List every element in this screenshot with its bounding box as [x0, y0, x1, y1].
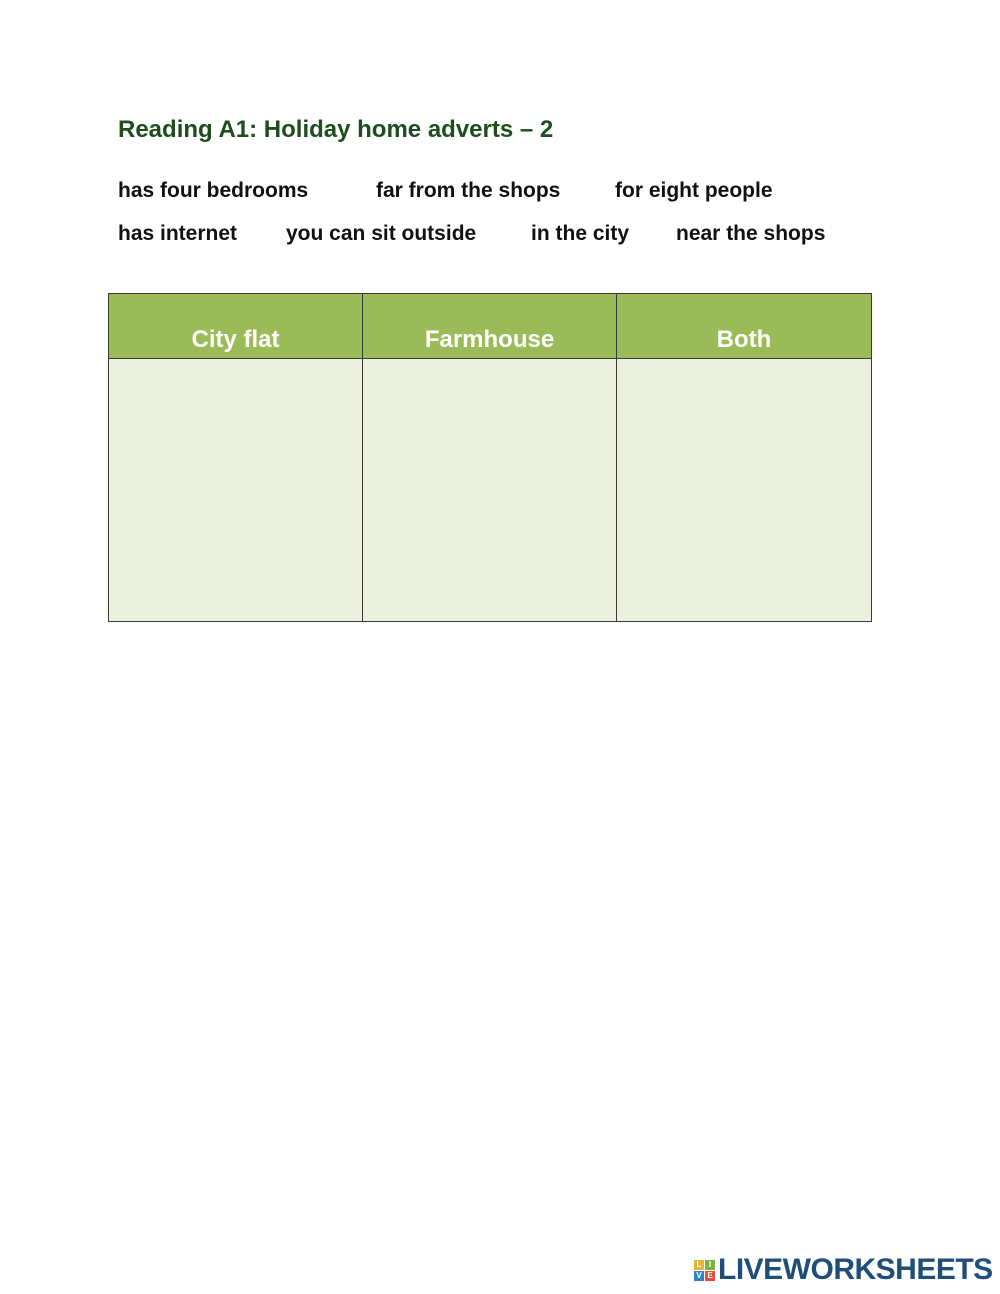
word-bank-item[interactable]: has internet	[118, 222, 238, 245]
word-bank-item[interactable]: in the city	[531, 222, 630, 245]
column-header-both: Both	[617, 294, 871, 359]
column-header-city-flat: City flat	[109, 294, 363, 359]
page-title: Reading A1: Holiday home adverts – 2	[118, 116, 554, 143]
logo-letter: E	[705, 1271, 715, 1281]
liveworksheets-logo	[694, 1255, 993, 1285]
drop-zone-farmhouse[interactable]	[363, 359, 617, 621]
column-header-farmhouse: Farmhouse	[363, 294, 617, 359]
logo-letter: I	[705, 1260, 715, 1270]
word-bank-item[interactable]: near the shops	[676, 222, 826, 245]
logo-icon	[694, 1260, 715, 1281]
word-bank-item[interactable]: for eight people	[615, 179, 773, 202]
drop-zone-both[interactable]	[617, 359, 871, 621]
word-bank-item[interactable]: far from the shops	[376, 179, 561, 202]
word-bank-item[interactable]: has four bedrooms	[118, 179, 309, 202]
drop-zone-city-flat[interactable]	[109, 359, 363, 621]
logo-letter: V	[694, 1271, 704, 1281]
logo-letter: L	[694, 1260, 704, 1270]
word-bank-item[interactable]: you can sit outside	[286, 222, 477, 245]
sorting-table	[108, 293, 872, 622]
logo-text: LIVEWORKSHEETS	[718, 1253, 993, 1286]
